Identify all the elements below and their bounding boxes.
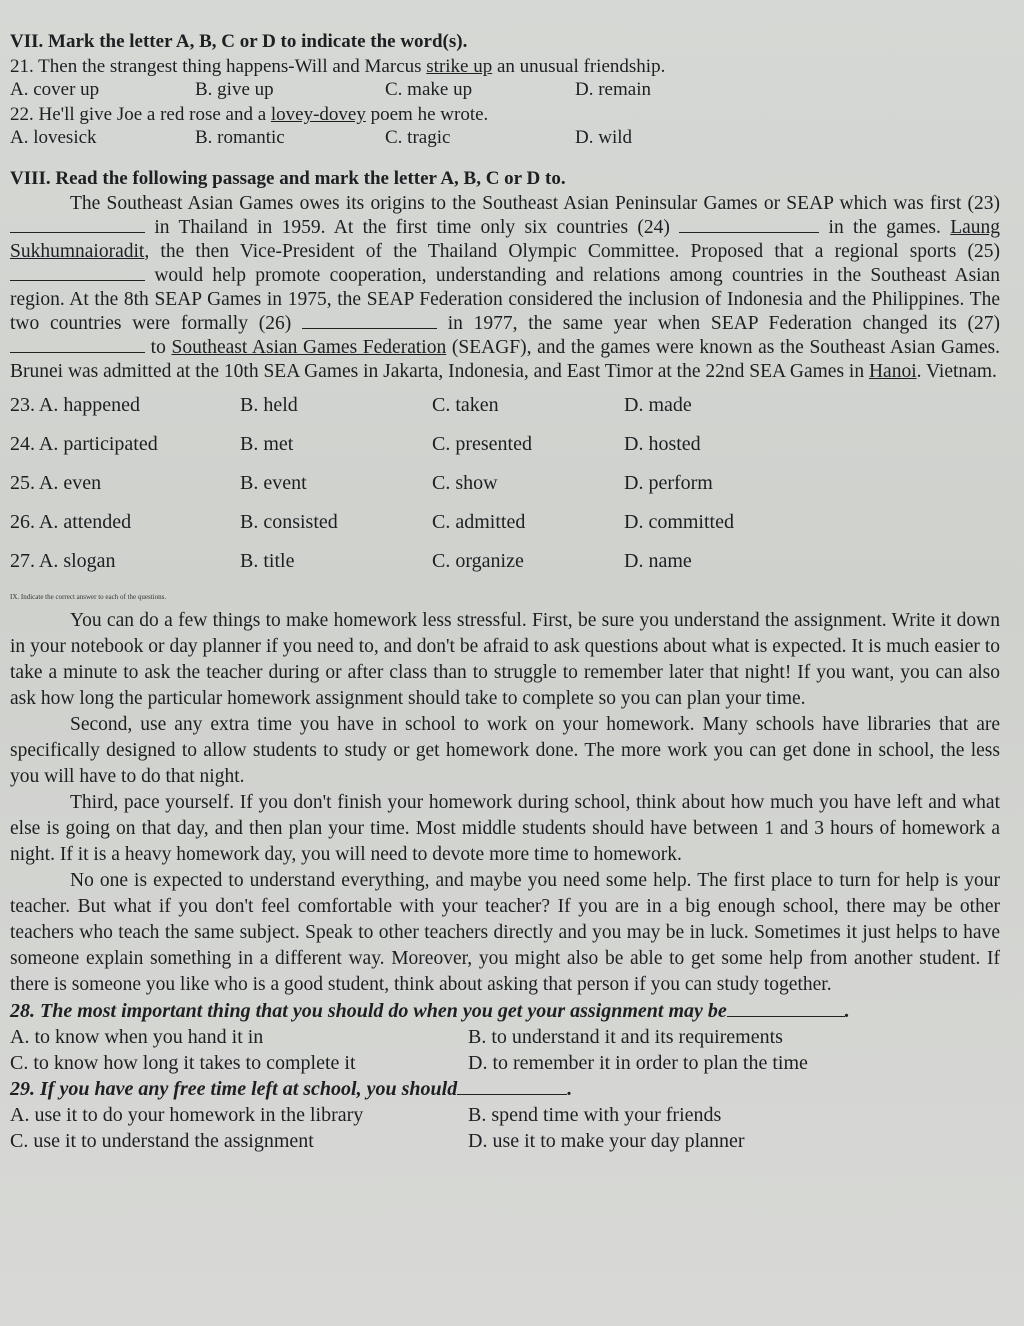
q22-option-c[interactable]: C. tragic	[385, 127, 451, 148]
passage-text-7: to	[150, 337, 166, 358]
q28-option-b[interactable]: B. to understand it and its requirements	[468, 1026, 783, 1048]
q25-option-c[interactable]: C. show	[432, 472, 498, 494]
seap-options	[10, 386, 1000, 581]
q22-text: 22. He'll give Joe a red rose and a	[10, 104, 271, 125]
q23-option-d[interactable]: D. made	[624, 394, 692, 416]
q26-options	[10, 503, 1000, 542]
question-29: 29. If you have any free time left at school, you should .	[10, 1078, 573, 1100]
passage-text-5: would help promote cooperation, understanding and relations among countries in the Southeast Asian region. At the 8th SEAP Games in 1975, the SEAP Federation considered the inclusion of Indonesia and the Philippines. The two countries were formally (26)	[10, 265, 1001, 334]
q26-option-c[interactable]: C. admitted	[432, 511, 526, 533]
q21-option-d[interactable]: D. remain	[575, 79, 651, 100]
q29-option-c[interactable]: C. use it to understand the assignment	[10, 1130, 314, 1152]
q21-text: 21. Then the strangest thing happens-Will and Marcus	[10, 56, 427, 77]
q29-stem: 29. If you have any free time left at school, you should	[10, 1078, 458, 1100]
q21-options	[10, 78, 1000, 101]
passage-text-4: , the then Vice-President of the Thailand Olympic Committee. Proposed that a regional sports (25)	[144, 241, 1000, 262]
q27-option-c[interactable]: C. organize	[432, 550, 524, 572]
blank-28[interactable]	[727, 1002, 845, 1017]
q26-option-d[interactable]: D. committed	[624, 511, 734, 533]
passage-underlined-hanoi: Hanoi	[868, 361, 917, 382]
section-9-title: IX. Indicate the correct answer to each of the questions.	[10, 593, 167, 601]
q28-options-row-2	[10, 1050, 1000, 1076]
q23-option-a[interactable]: 23. A. happened	[10, 394, 140, 416]
q24-option-b[interactable]: B. met	[240, 433, 294, 455]
q25-option-b[interactable]: B. event	[240, 472, 307, 494]
blank-25[interactable]	[10, 266, 145, 281]
q22-text-end: poem he wrote.	[365, 104, 489, 125]
q24-options	[10, 425, 1000, 464]
q23-options	[10, 386, 1000, 425]
worksheet-content	[10, 30, 1000, 1154]
homework-paragraph-3: Third, pace yourself. If you don't finish your homework during school, think about how much you have left and what else is going on that day, and then plan your time. Most middle students should have between 1 and 3 hours of homework a night. If it is a heavy homework day, you will need to devote more time to homework.	[10, 792, 1000, 865]
section-8-title: VIII. Read the following passage and mark the letter A, B, C or D to.	[10, 168, 566, 189]
passage-text-8: (SEAGF), and the games were known as the Southeast Asian Games. Brunei was admitted at the 10th SEA Games in Jakarta, Indonesia, and East Timor at the 22nd SEA Games in	[10, 337, 1001, 382]
q27-option-b[interactable]: B. title	[240, 550, 295, 572]
q25-options	[10, 464, 1000, 503]
q21-underlined-phrase: strike up	[426, 56, 493, 77]
blank-29[interactable]	[457, 1080, 567, 1095]
q22-options	[10, 126, 1000, 149]
q29-options-row-1	[10, 1102, 1000, 1128]
q29-option-d[interactable]: D. use it to make your day planner	[468, 1130, 745, 1152]
q27-option-d[interactable]: D. name	[624, 550, 692, 572]
seap-passage	[10, 192, 1000, 384]
q29-options-row-2	[10, 1128, 1000, 1154]
blank-24[interactable]	[679, 218, 819, 233]
q22-option-d[interactable]: D. wild	[575, 127, 632, 148]
q28-stem: 28. The most important thing that you should do when you get your assignment may be	[10, 1000, 727, 1022]
q27-option-a[interactable]: 27. A. slogan	[10, 550, 116, 572]
section-8	[10, 167, 1000, 581]
q29-option-b[interactable]: B. spend time with your friends	[468, 1104, 722, 1126]
q21-option-a[interactable]: A. cover up	[10, 79, 100, 100]
q28-option-d[interactable]: D. to remember it in order to plan the time	[468, 1052, 808, 1074]
q26-option-a[interactable]: 26. A. attended	[10, 511, 132, 533]
homework-paragraph-2: Second, use any extra time you have in school to work on your homework. Many schools have libraries that are specifically designed to allow students to study or get homework done. The more work you can get done in school, the less you will have to do that night.	[10, 714, 1000, 787]
blank-27[interactable]	[10, 338, 145, 353]
q28-option-c[interactable]: C. to know how long it takes to complete it	[10, 1052, 356, 1074]
homework-paragraph-4: No one is expected to understand everything, and maybe you need some help. The first place to turn for help is your teacher. But what if you don't feel comfortable with your teacher? If you are in a big enough school, there may be other teachers who teach the same subject. Speak to other teachers directly and you may be in luck. Sometimes it just helps to have someone explain something in a different way. Moreover, you might also be able to get some help from another student. If there is someone you like who is a good student, think about asking that person if you can study together.	[10, 870, 1000, 995]
q28-option-a[interactable]: A. to know when you hand it in	[10, 1026, 264, 1048]
blank-26[interactable]	[302, 314, 437, 329]
passage-text-6: in 1977, the same year when SEAP Federation changed its (27)	[447, 313, 1001, 334]
q28-options-row-1	[10, 1024, 1000, 1050]
passage-text-1: The Southeast Asian Games owes its origins to the Southeast Asian Peninsular Games or SEAP which was first (23)	[70, 193, 1000, 214]
q25-option-d[interactable]: D. perform	[624, 472, 713, 494]
q22-underlined-phrase: lovey-dovey	[270, 104, 366, 125]
q24-option-a[interactable]: 24. A. participated	[10, 433, 158, 455]
q24-option-d[interactable]: D. hosted	[624, 433, 701, 455]
q23-option-b[interactable]: B. held	[240, 394, 298, 416]
q21-option-b[interactable]: B. give up	[195, 79, 274, 100]
section-7-title: VII. Mark the letter A, B, C or D to indicate the word(s).	[10, 31, 468, 52]
q21-option-c[interactable]: C. make up	[385, 79, 473, 100]
homework-paragraph-1: You can do a few things to make homework less stressful. First, be sure you understand the assignment. Write it down in your notebook or day planner if you need to, and don't be afraid to ask questions about what is expected. It is much easier to take a minute to ask the teacher during or after class than to struggle to remember later that night! If you want, you can also ask how long the particular homework assignment should take to complete so you can plan your time.	[10, 610, 1000, 709]
q25-option-a[interactable]: 25. A. even	[10, 472, 102, 494]
passage-underlined-federation: Southeast Asian Games Federation	[171, 337, 447, 358]
passage-text-9: . Vietnam.	[916, 361, 997, 382]
q27-options	[10, 542, 1000, 581]
q24-option-c[interactable]: C. presented	[432, 433, 532, 455]
passage-underlined-name: Laung Sukhumnaioradit	[10, 217, 1001, 262]
question-28: 28. The most important thing that you should do when you get your assignment may be .	[10, 1000, 850, 1022]
passage-text-3: in the games.	[828, 217, 941, 238]
q22-option-a[interactable]: A. lovesick	[10, 127, 97, 148]
q29-option-a[interactable]: A. use it to do your homework in the library	[10, 1104, 364, 1126]
q22-option-b[interactable]: B. romantic	[195, 127, 285, 148]
question-21	[10, 55, 1000, 78]
q23-option-c[interactable]: C. taken	[432, 394, 499, 416]
blank-23[interactable]	[10, 218, 145, 233]
q26-option-b[interactable]: B. consisted	[240, 511, 338, 533]
q21-text-end: an unusual friendship.	[492, 56, 666, 77]
question-22	[10, 103, 1000, 126]
passage-text-2: in Thailand in 1959. At the first time only six countries (24)	[154, 217, 670, 238]
